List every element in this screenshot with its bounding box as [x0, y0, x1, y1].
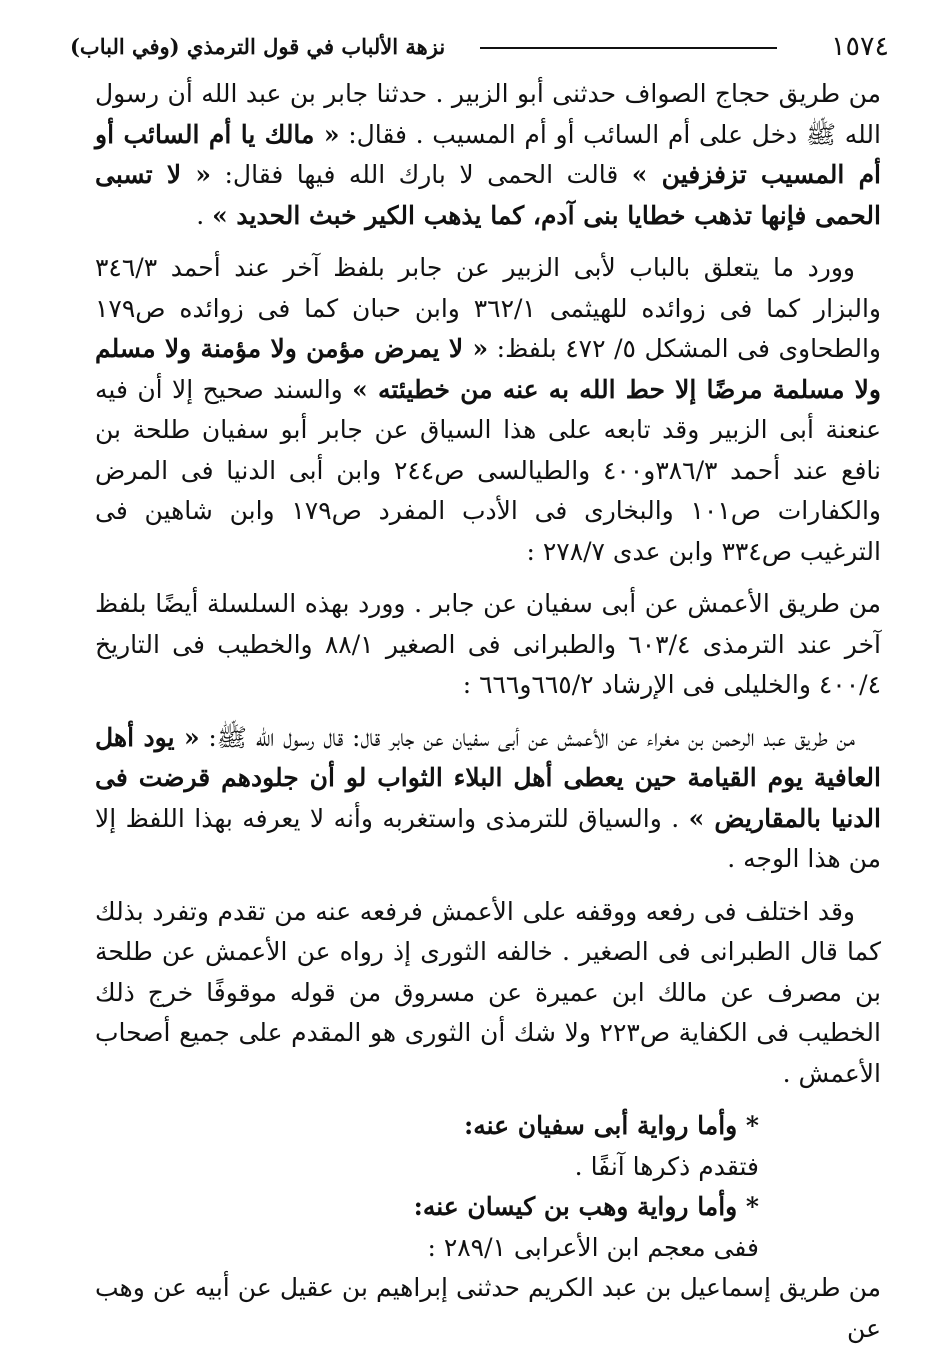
page-number: ١٥٧٤ — [830, 31, 889, 62]
paragraph-5: وقد اختلف فى رفعه ووقفه على الأعمش فرفعه عنه من تقدم وتفرد بذلك كما قال الطبرانى فى الصغير . خالفه الثورى إذ رواه عن الأعمش عن طلحة بن مصرف عن مالك ابن عميرة عن مسروق من قوله موقوفًا خرج ذلك الخطيب فى الكفاية ص٢٢٣ ولا شك أن الثورى هو المقدم على جميع أصحاب الأعمش . — [95, 896, 881, 1088]
section-heading: * وأما رواية أبى سفيان عنه: — [463, 1111, 759, 1140]
paragraph-4 — [95, 718, 881, 880]
section-heading: * وأما رواية وهب بن كيسان عنه: — [413, 1192, 759, 1221]
hadith-quote: « لا يمرض مؤمن ولا مؤمنة ولا مسلم ولا مسلمة مرضًا إلا حط الله به عنه من خطيئته » — [95, 334, 881, 404]
paragraph-2 — [95, 248, 881, 572]
paragraph-6: من طريق إسماعيل بن عبد الكريم حدثنى إبراهيم بن عقيل عن أبيه عن وهب عن — [95, 1273, 881, 1343]
text-run: والسند صحيح إلا أن فيه عنعنة أبى الزبير وقد تابعه على هذا السياق عن جابر أبو سفيان طلحة بن نافع عند أحمد ٣٨٦/٣و٤٠٠ والطيالسى ص٢٤٤ وابن أبى الدنيا فى المرض والكفارات ص١٠١ والبخارى فى الأدب المفرد ص١٧٩ وابن شاهين فى الترغيب ص٣٣٤ وابن عدى ٢٧٨/٧ : — [95, 374, 881, 566]
text-run: من طريق حجاج الصواف حدثنى أبو الزبير . حدثنا جابر بن عبد الله أن رسول الله ﷺ دخل على أم السائب أو أم المسيب . فقال: — [95, 79, 881, 149]
section-text: فتقدم ذكرها آنفًا . — [574, 1151, 759, 1181]
hadith-quote: « يود أهل العافية يوم القيامة حين يعطى أهل البلاء الثواب لو أن جلودهم قرضت فى الدنيا بالمقاريض » — [95, 722, 881, 833]
page-header — [70, 30, 889, 64]
text-run: من طريق عبد الرحمن بن مغراء عن الأعمش عن أبى سفيان عن جابر قال: قال رسول الله ﷺ: — [199, 722, 855, 752]
text-run: وورد ما يتعلق بالباب لأبى الزبير عن جابر بلفظ آخر عند أحمد ٣٤٦/٣ والبزار كما فى زوائده للهيثمى ٣٦٢/١ وابن حبان كما فى زوائده ص١٧٩ والطحاوى فى المشكل ٥/ ٤٧٢ بلفظ: — [95, 253, 882, 363]
running-title: نزهة الألباب في قول الترمذي (وفي الباب) — [70, 34, 446, 59]
hadith-quote: « مالك يا أم السائب أو أم المسيب تزفزفين » — [95, 119, 881, 189]
section-text: ففى معجم ابن الأعرابى ٢٨٩/١ : — [427, 1232, 759, 1262]
text-run: قالت الحمى لا بارك الله فيها فقال: — [211, 160, 632, 189]
page-body — [95, 74, 881, 1361]
text-run: . والسياق للترمذى واستغربه وأنه لا يعرفه بهذا اللفظ إلا من هذا الوجه . — [95, 803, 881, 873]
paragraph-1 — [95, 74, 881, 236]
narration-list — [95, 1106, 881, 1268]
hadith-quote: « لا تسبى الحمى فإنها تذهب خطايا بنى آدم، كما يذهب الكير خبث الحديد » — [95, 160, 881, 230]
paragraph-3: من طريق الأعمش عن أبى سفيان عن جابر . وورد بهذه السلسلة أيضًا بلفظ آخر عند الترمذى ٦٠٣/٤ والطبرانى فى الصغير ٨٨/١ والخطيب فى التاريخ ٤٠٠/٤ والخليلى فى الإرشاد ٦٦٥/٢و٦٦٦ : — [95, 589, 881, 699]
header-rule — [480, 47, 777, 49]
text-run: . — [196, 200, 213, 230]
